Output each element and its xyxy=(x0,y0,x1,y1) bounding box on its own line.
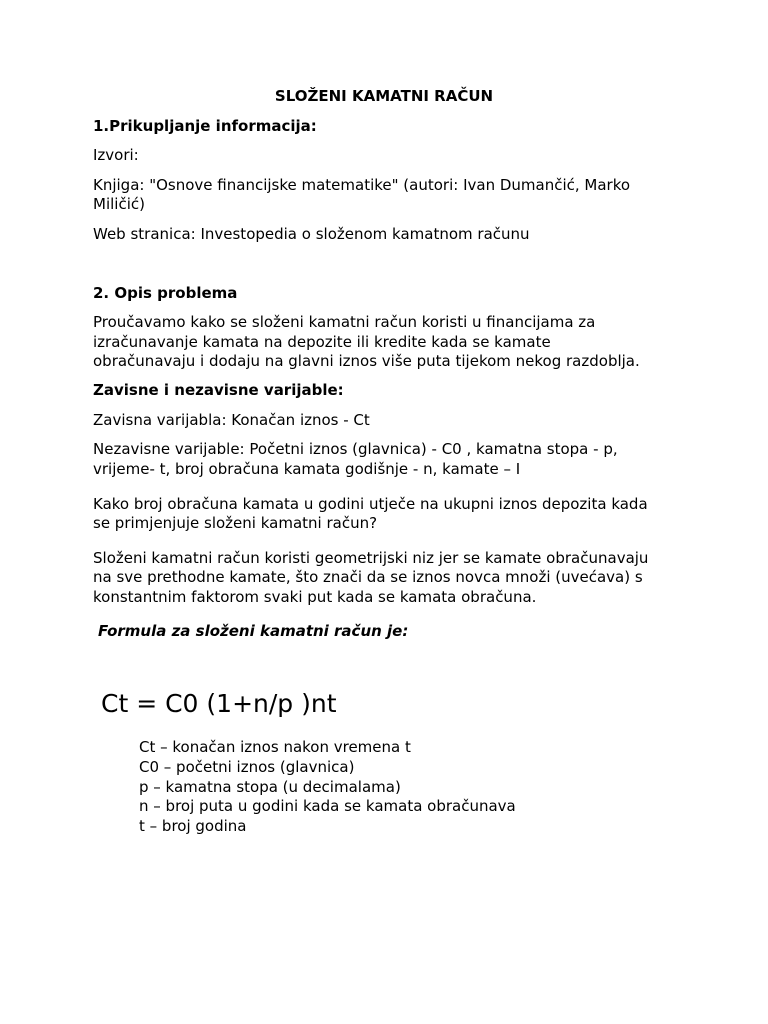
dependent-variable: Zavisna varijabla: Konačan iznos - Ct xyxy=(93,411,370,429)
intro-line-2: izračunavanje kamata na depozite ili kredite kada se kamate xyxy=(93,333,551,351)
document-title: SLOŽENI KAMATNI RAČUN xyxy=(274,87,494,105)
legend-item-c0: C0 – početni iznos (glavnica) xyxy=(139,758,355,776)
intro-line-3: obračunavaju i dodaju na glavni iznos više puta tijekom nekog razdoblja. xyxy=(93,352,640,370)
section1-heading: 1.Prikupljanje informacija: xyxy=(93,117,317,135)
geometric-line-3: konstantnim faktorom svaki put kada se kamata obračuna. xyxy=(93,588,537,606)
intro-line-1: Proučavamo kako se složeni kamatni račun koristi u financijama za xyxy=(93,313,596,331)
legend-item-ct: Ct – konačan iznos nakon vremena t xyxy=(139,738,411,756)
book-source-line-1: Knjiga: "Osnove financijske matematike" (autori: Ivan Dumančić, Marko xyxy=(93,176,631,194)
independent-line-2: vrijeme- t, broj obračuna kamata godišnje - n, kamate – I xyxy=(93,460,521,478)
legend-item-p: p – kamatna stopa (u decimalama) xyxy=(139,778,401,796)
variables-heading: Zavisne i nezavisne varijable: xyxy=(93,381,344,399)
geometric-line-1: Složeni kamatni račun koristi geometrijski niz jer se kamate obračunavaju xyxy=(93,549,649,567)
compound-interest-formula: Ct = C0 (1+n/p )nt xyxy=(101,689,337,718)
question-line-2: se primjenjuje složeni kamatni račun? xyxy=(93,514,378,532)
independent-line-1: Nezavisne varijable: Početni iznos (glavnica) - C0 , kamatna stopa - p, xyxy=(93,440,618,458)
web-source: Web stranica: Investopedia o složenom kamatnom računu xyxy=(93,225,530,243)
sources-label: Izvori: xyxy=(93,146,139,164)
book-source-line-2: Miličić) xyxy=(93,195,145,213)
question-line-1: Kako broj obračuna kamata u godini utječe na ukupni iznos depozita kada xyxy=(93,495,648,513)
geometric-line-2: na sve prethodne kamate, što znači da se iznos novca množi (uvećava) s xyxy=(93,568,643,586)
legend-item-t: t – broj godina xyxy=(139,817,247,835)
formula-heading: Formula za složeni kamatni račun je: xyxy=(98,622,409,640)
legend-item-n: n – broj puta u godini kada se kamata obračunava xyxy=(139,797,516,815)
section2-heading: 2. Opis problema xyxy=(93,284,238,302)
